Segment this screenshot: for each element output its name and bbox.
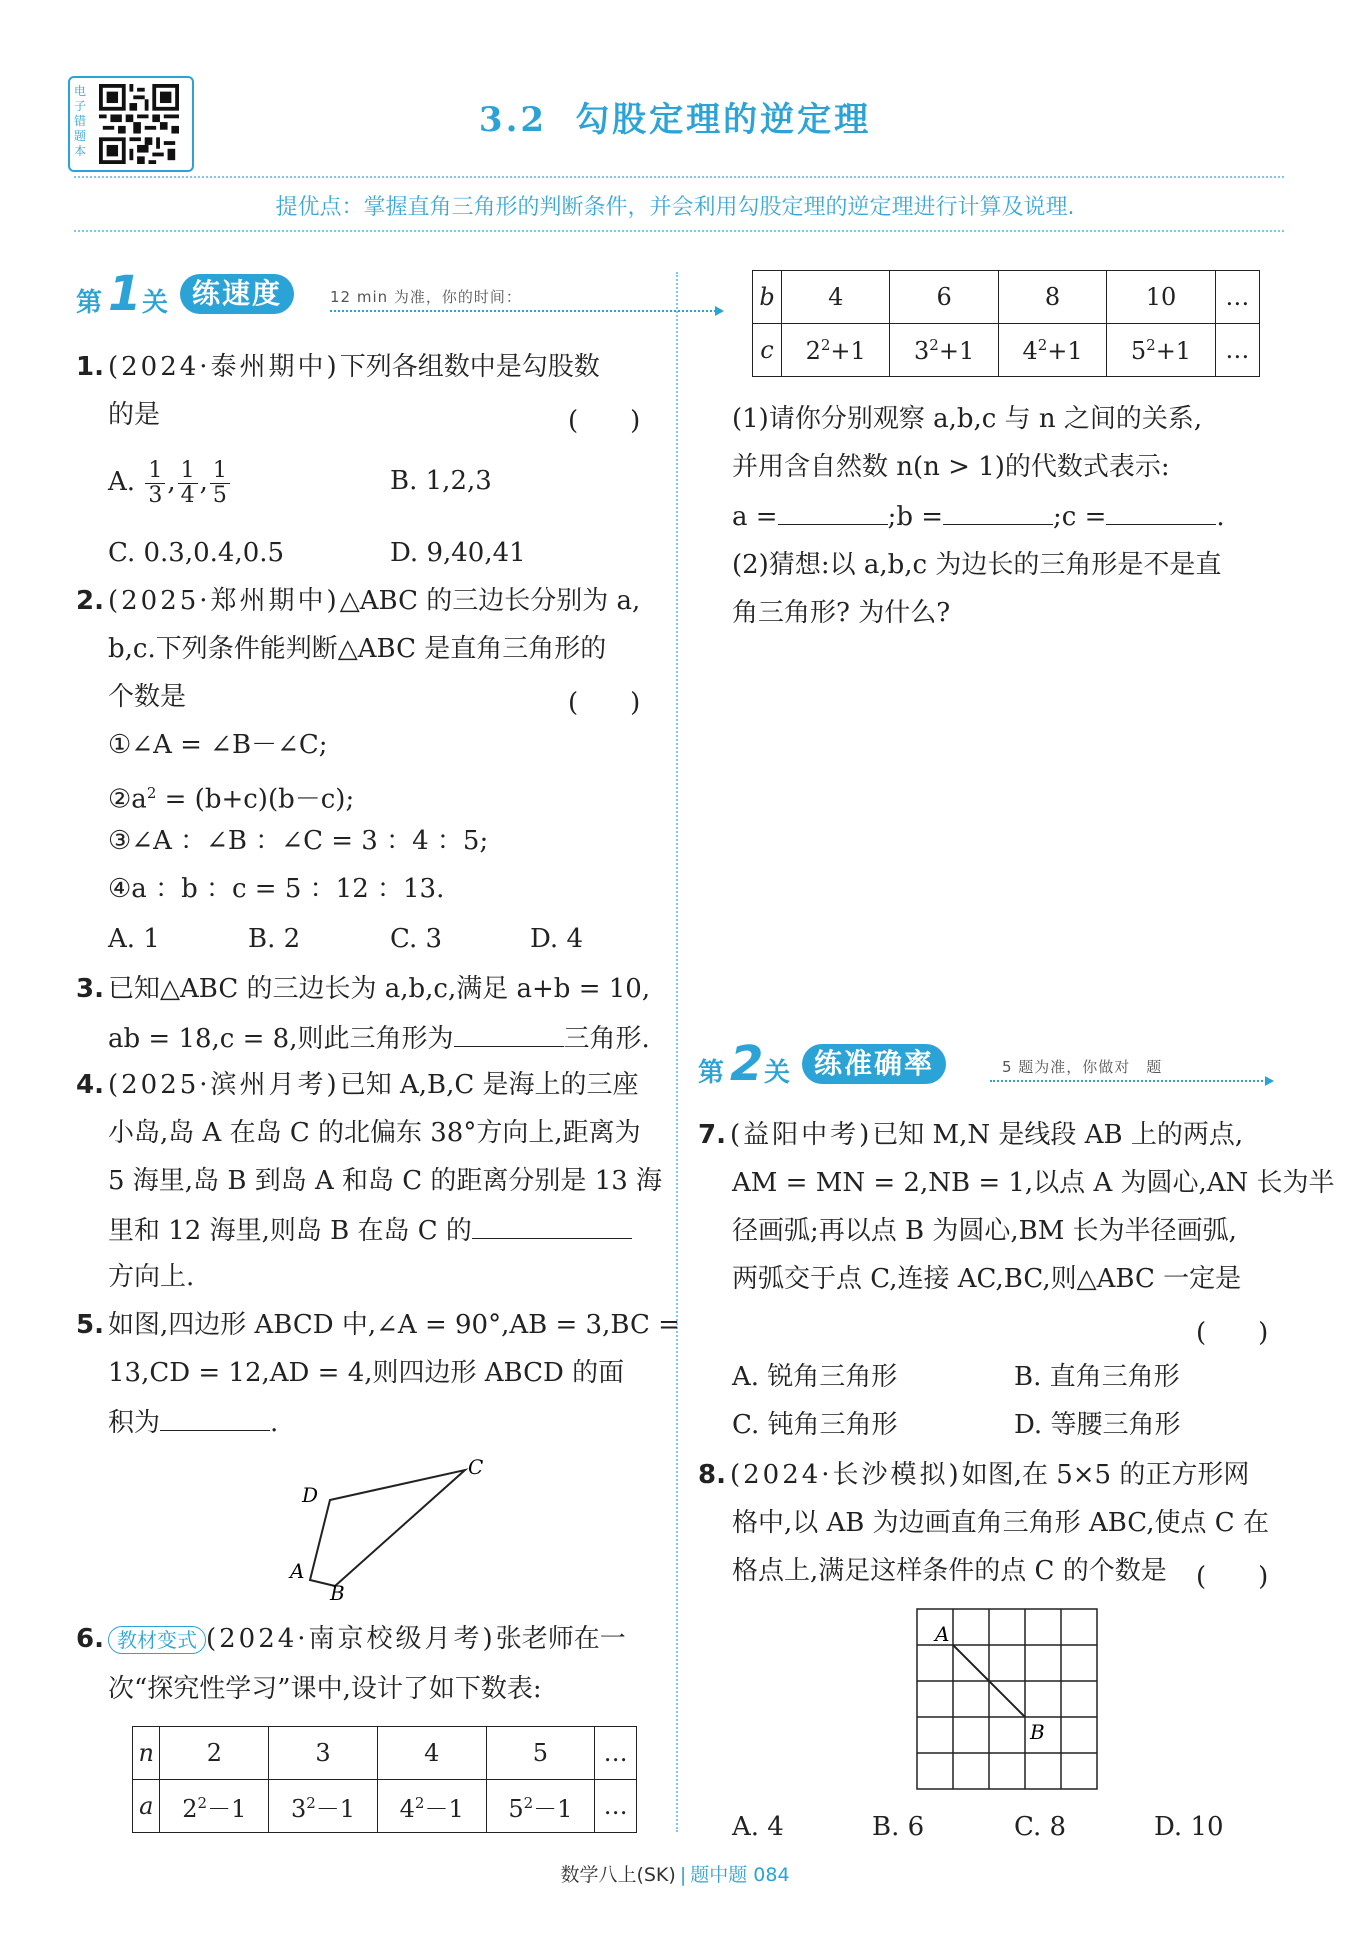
q7-line3: 径画弧;再以点 B 为圆心,BM 长为半径画弧, xyxy=(732,1216,1237,1246)
table-cell: b xyxy=(753,271,782,324)
q6-table-bc-row-c xyxy=(753,324,1260,377)
q6-blank-c[interactable] xyxy=(1106,500,1216,525)
q6-table-na-row-n xyxy=(133,1727,637,1780)
q2-cond-2-b: = (b+c)(b－c); xyxy=(156,784,355,815)
q1-option-d: D. 9,40,41 xyxy=(390,538,526,568)
q1-frac-3-num: 1 xyxy=(210,459,230,484)
cell-sup: 2 xyxy=(1037,335,1048,354)
q1-option-a: A. $\frac{1}{3}$ , $\frac{1}{4}$ , $\frac{1}{5}$ xyxy=(108,452,232,512)
q1-paren: ( ) xyxy=(568,406,641,436)
table-cell: n xyxy=(133,1727,160,1780)
q2-option-d: D. 4 xyxy=(530,924,583,954)
q7-source: (益阳中考) xyxy=(729,1120,873,1150)
q3-text2a: ab = 18,c = 8,则此三角形为 xyxy=(108,1024,454,1054)
section1-note: 12 min 为准，你的时间： xyxy=(330,288,522,306)
q6-part1-line3 xyxy=(732,500,1225,532)
q8-paren: ( ) xyxy=(1196,1562,1269,1592)
section2-note: 5 题为准，你做对 题 xyxy=(1002,1058,1163,1076)
cell-base: 2 xyxy=(805,336,821,365)
q7-text1: 已知 M,N 是线段 AB 上的两点, xyxy=(872,1120,1244,1150)
cell-suffix: －1 xyxy=(533,1794,573,1823)
q3-text1: 已知△ABC 的三边长为 a,b,c,满足 a+b = 10, xyxy=(107,974,651,1004)
q1-line2: 的是 xyxy=(108,400,161,430)
cell-sup: 2 xyxy=(1146,335,1156,354)
q6-source: (2024·南京校级月考) xyxy=(205,1624,496,1654)
q8-label-b: B xyxy=(1030,1720,1045,1744)
q1-line1 xyxy=(76,352,600,382)
q4-text4: 里和 12 海里,则岛 B 在岛 C 的 xyxy=(108,1216,472,1246)
q6-line2: 次“探究性学习”课中,设计了如下数表: xyxy=(108,1674,542,1704)
q8-option-a: A. 4 xyxy=(732,1812,784,1842)
q7-option-d: D. 等腰三角形 xyxy=(1014,1410,1181,1440)
cell-base: 3 xyxy=(290,1794,307,1823)
section1-header xyxy=(76,266,656,322)
q3-line2 xyxy=(108,1022,650,1054)
q5-line1 xyxy=(76,1310,680,1340)
q8-number: 8. xyxy=(698,1460,726,1490)
q2-cond-2-sup: 2 xyxy=(146,784,157,802)
cell-sup: 2 xyxy=(197,1793,208,1812)
cell-suffix: +1 xyxy=(1047,336,1083,365)
q6-p1-b: ;b = xyxy=(887,502,944,532)
q6-table-bc xyxy=(752,270,1260,377)
page-footer xyxy=(0,1860,1350,1887)
table-cell xyxy=(269,1780,378,1833)
q6-table-na-row-a xyxy=(133,1780,637,1833)
table-cell xyxy=(1107,324,1215,377)
table-cell: 3 xyxy=(269,1727,378,1780)
q2-option-b: B. 2 xyxy=(248,924,301,954)
table-cell: 2 xyxy=(160,1727,269,1780)
section2-guan: 关 xyxy=(764,1058,791,1088)
q1-frac-3-den: 5 xyxy=(212,482,227,508)
table-cell xyxy=(782,324,890,377)
footer-divider: | xyxy=(679,1864,687,1886)
q2-number: 2. xyxy=(76,586,104,616)
q5-text3a: 积为 xyxy=(108,1408,161,1438)
table-cell: 8 xyxy=(998,271,1106,324)
table-cell xyxy=(160,1780,269,1833)
q5-text1: 如图,四边形 ABCD 中,∠A = 90°,AB = 3,BC = xyxy=(107,1310,680,1340)
q6-p1-end: . xyxy=(1216,502,1225,532)
q2-line2: b,c.下列条件能判断△ABC 是直角三角形的 xyxy=(108,634,607,664)
q1-frac-3 xyxy=(210,459,230,508)
q4-source: (2025·滨州月考) xyxy=(107,1070,340,1100)
section2-arrow xyxy=(990,1080,1270,1082)
q6-blank-a[interactable] xyxy=(778,500,888,525)
qr-label: 电子错题本 xyxy=(74,84,87,158)
q4-line5: 方向上. xyxy=(108,1262,195,1292)
q2-cond-1: ①∠A = ∠B－∠C; xyxy=(108,730,328,760)
q4-number: 4. xyxy=(76,1070,104,1100)
q1-number: 1. xyxy=(76,352,104,382)
q5-text3b: . xyxy=(270,1408,279,1438)
section2-header xyxy=(698,1036,1280,1092)
q2-text1: △ABC 的三边长分别为 a, xyxy=(339,586,641,616)
q3-line1 xyxy=(76,974,650,1004)
q3-number: 3. xyxy=(76,974,104,1004)
q4-line2: 小岛,岛 A 在岛 C 的北偏东 38°方向上,距离为 xyxy=(108,1118,641,1148)
section1-pill: 练速度 xyxy=(180,274,294,314)
table-cell xyxy=(486,1780,595,1833)
q1-frac-2 xyxy=(178,459,198,508)
q6-number: 6. xyxy=(76,1624,104,1654)
q6-p1-a: a = xyxy=(732,502,778,532)
q5-label-d: D xyxy=(302,1483,319,1507)
q4-line1 xyxy=(76,1070,639,1100)
q1-text1: 下列各组数中是勾股数 xyxy=(339,352,600,382)
q2-line3: 个数是 xyxy=(108,682,187,712)
cell-suffix: －1 xyxy=(424,1794,464,1823)
cell-sup: 2 xyxy=(523,1793,534,1812)
q8-line2: 格中,以 AB 为边画直角三角形 ABC,使点 C 在 xyxy=(732,1508,1269,1538)
section-number: 3.2 xyxy=(478,100,548,140)
q2-line1 xyxy=(76,586,640,616)
cell-suffix: +1 xyxy=(1155,336,1192,365)
page-title xyxy=(0,92,1350,141)
section1-arrow xyxy=(330,310,720,312)
table-cell: 4 xyxy=(782,271,890,324)
q1-frac-2-den: 4 xyxy=(180,482,195,508)
cell-sup: 2 xyxy=(414,1793,425,1812)
q1-source: (2024·泰州期中) xyxy=(107,352,340,382)
q2-source: (2025·郑州期中) xyxy=(107,586,340,616)
q4-line4 xyxy=(108,1214,632,1246)
q4-text1: 已知 A,B,C 是海上的三座 xyxy=(339,1070,639,1100)
cell-base: 4 xyxy=(1022,336,1038,365)
table-cell: c xyxy=(753,324,782,377)
q1-frac-1-num: 1 xyxy=(145,459,165,484)
table-cell: 4 xyxy=(377,1727,486,1780)
q2-option-a: A. 1 xyxy=(108,924,160,954)
tip-rule xyxy=(74,230,1284,232)
table-cell: 5 xyxy=(486,1727,595,1780)
cell-base: 5 xyxy=(508,1794,524,1823)
q6-tag: 教材变式 xyxy=(108,1626,206,1654)
table-cell: 6 xyxy=(890,271,998,324)
section1-num: 1 xyxy=(108,266,142,322)
top-rule xyxy=(74,176,1284,178)
table-cell: … xyxy=(1215,271,1259,324)
q5-line2: 13,CD = 12,AD = 4,则四边形 ABCD 的面 xyxy=(108,1358,625,1388)
cell-suffix: －1 xyxy=(207,1794,247,1823)
cell-suffix: －1 xyxy=(315,1794,356,1823)
q6-table-na xyxy=(132,1726,637,1833)
section2-pill: 练准确率 xyxy=(802,1044,946,1084)
q8-line1 xyxy=(698,1460,1249,1490)
q6-text1: 张老师在一 xyxy=(495,1624,626,1654)
q7-line4: 两弧交于点 C,连接 AC,BC,则△ABC 一定是 xyxy=(732,1264,1242,1294)
q2-option-c: C. 3 xyxy=(390,924,443,954)
q5-blank[interactable] xyxy=(160,1406,270,1431)
q2-cond-2-a: ②a xyxy=(108,784,147,815)
q7-option-c: C. 钝角三角形 xyxy=(732,1410,898,1440)
q5-label-c: C xyxy=(468,1455,484,1479)
q8-grid-figure xyxy=(912,1604,1102,1794)
q6-part2-line2: 角三角形? 为什么? xyxy=(732,598,951,628)
column-divider xyxy=(676,272,678,1832)
cell-base: 4 xyxy=(399,1794,415,1823)
table-cell xyxy=(890,324,998,377)
q7-paren: ( ) xyxy=(1196,1318,1269,1348)
cell-sup: 2 xyxy=(306,1793,316,1812)
section2-di: 第 xyxy=(698,1058,725,1088)
q8-option-c: C. 8 xyxy=(1014,1812,1067,1842)
q6-part1-line2: 并用含自然数 n(n > 1)的代数式表示: xyxy=(732,452,1170,482)
table-cell xyxy=(377,1780,486,1833)
q2-cond-4: ④a ：b ：c = 5 ：12 ：13. xyxy=(108,874,445,904)
q6-line1 xyxy=(76,1624,626,1654)
table-cell: … xyxy=(595,1780,637,1833)
cell-suffix: +1 xyxy=(938,336,975,365)
section1-guan: 关 xyxy=(142,288,169,318)
q7-option-a: A. 锐角三角形 xyxy=(732,1362,898,1392)
q6-part2-line1: (2)猜想:以 a,b,c 为边长的三角形是不是直 xyxy=(732,550,1222,580)
q6-table-bc-row-b xyxy=(753,271,1260,324)
cell-sup: 2 xyxy=(929,335,939,354)
q4-blank[interactable] xyxy=(472,1214,632,1239)
q3-text2b: 三角形. xyxy=(563,1024,650,1054)
q1-option-b: B. 1,2,3 xyxy=(390,466,492,496)
q7-option-b: B. 直角三角形 xyxy=(1014,1362,1180,1392)
q2-paren: ( ) xyxy=(568,688,641,718)
q2-cond-3: ③∠A ：∠B ：∠C = 3 ：4 ：5; xyxy=(108,826,489,856)
table-cell: … xyxy=(595,1727,637,1780)
q2-cond-2 xyxy=(108,778,354,815)
q1-frac-1-den: 3 xyxy=(148,482,163,508)
q8-option-b: B. 6 xyxy=(872,1812,925,1842)
cell-base: 3 xyxy=(914,336,930,365)
q5-line3 xyxy=(108,1406,278,1438)
table-cell: … xyxy=(1215,324,1259,377)
cell-sup: 2 xyxy=(820,335,831,354)
cell-base: 2 xyxy=(182,1794,198,1823)
footer-book: 数学八上(SK) xyxy=(560,1864,676,1886)
tip-text: 提优点：掌握直角三角形的判断条件，并会利用勾股定理的逆定理进行计算及说理. xyxy=(275,195,1075,220)
footer-brand: 题中题 xyxy=(690,1864,748,1886)
q1-opt-a-label: A. xyxy=(108,467,136,497)
q8-option-d: D. 10 xyxy=(1154,1812,1224,1842)
table-cell: a xyxy=(133,1780,160,1833)
q5-quadrilateral xyxy=(310,1470,465,1586)
q1-option-c: C. 0.3,0.4,0.5 xyxy=(108,538,285,568)
q8-source: (2024·长沙模拟) xyxy=(729,1460,962,1490)
section2-num: 2 xyxy=(730,1036,764,1092)
q6-p1-c: ;c = xyxy=(1053,502,1107,532)
q3-blank[interactable] xyxy=(454,1022,564,1047)
q6-blank-b[interactable] xyxy=(943,500,1053,525)
q8-line3: 格点上,满足这样条件的点 C 的个数是 xyxy=(732,1556,1167,1586)
section1-di: 第 xyxy=(76,288,103,318)
q5-quadrilateral-figure xyxy=(270,1450,500,1600)
table-cell: 10 xyxy=(1107,271,1215,324)
footer-page: 084 xyxy=(753,1864,790,1886)
q5-label-a: A xyxy=(290,1559,305,1583)
q8-text1: 如图,在 5×5 的正方形网 xyxy=(961,1460,1250,1490)
table-cell xyxy=(998,324,1106,377)
q1-frac-1 xyxy=(145,459,165,508)
q5-number: 5. xyxy=(76,1310,104,1340)
q1-frac-2-num: 1 xyxy=(178,459,198,484)
q8-label-a: A xyxy=(935,1622,950,1646)
q7-line1 xyxy=(698,1120,1243,1150)
q7-number: 7. xyxy=(698,1120,726,1150)
q6-part1-line1: (1)请你分别观察 a,b,c 与 n 之间的关系, xyxy=(732,404,1203,434)
q5-label-b: B xyxy=(330,1581,345,1600)
title-text: 勾股定理的逆定理 xyxy=(575,100,872,140)
cell-suffix: +1 xyxy=(830,336,866,365)
cell-base: 5 xyxy=(1130,336,1147,365)
q7-line2: AM = MN = 2,NB = 1,以点 A 为圆心,AN 长为半 xyxy=(732,1168,1335,1198)
q4-line3: 5 海里,岛 B 到岛 A 和岛 C 的距离分别是 13 海 xyxy=(108,1166,663,1196)
